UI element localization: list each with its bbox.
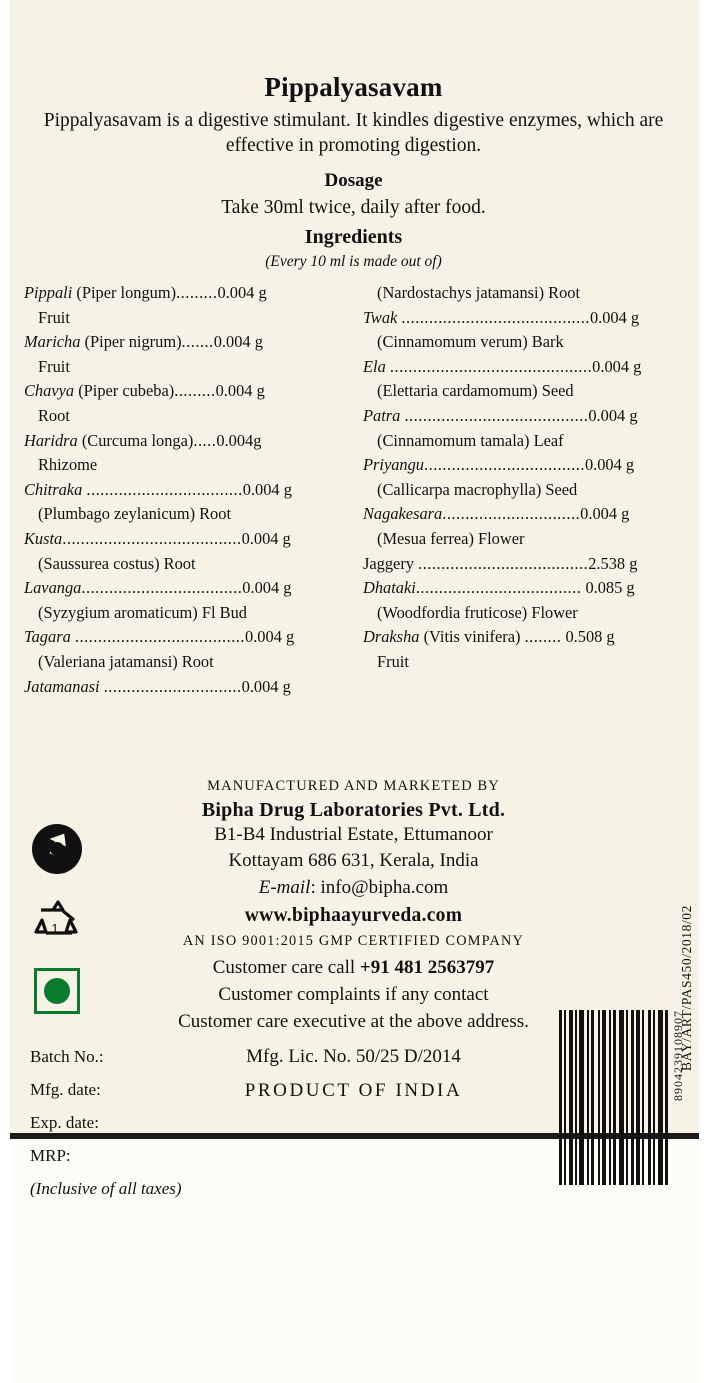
- ingredient-part: Fruit: [38, 307, 70, 327]
- ingredient-qty: 0.508 g: [565, 627, 615, 647]
- ingredient-row: [24, 379, 345, 428]
- customer-care-line: [0, 954, 707, 981]
- ingredient-part: (Cinnamomum tamala) Leaf: [377, 430, 564, 450]
- ingredient-dots: ..............................: [442, 504, 581, 524]
- barcode: [559, 1010, 685, 1210]
- ingredient-part: Fruit: [38, 356, 70, 376]
- mrp-label: MRP:: [30, 1146, 71, 1165]
- ingredient-part: (Callicarpa macrophylla) Seed: [377, 479, 578, 499]
- ingredient-row: [24, 527, 345, 576]
- mfg-date-label: Mfg. date:: [30, 1080, 101, 1099]
- ingredient-qty: 0.004 g: [592, 356, 642, 376]
- ingredient-row: [24, 675, 345, 700]
- ingredient-row: [363, 502, 684, 551]
- ingredient-qty: 0.004 g: [241, 676, 291, 696]
- ingredient-qty: 0.004 g: [580, 504, 630, 524]
- batch-no-label: Batch No.:: [30, 1047, 104, 1066]
- ingredient-botanical: (Curcuma longa): [81, 430, 194, 450]
- product-description: Pippalyasavam is a digestive stimulant. It kindles digestive enzymes, which are effective in promoting digestion.: [43, 110, 664, 156]
- tax-note: (Inclusive of all taxes): [30, 1179, 182, 1198]
- ingredient-dots: ..................................: [86, 479, 243, 499]
- ingredient-qty: 0.004 g: [245, 627, 295, 647]
- ingredient-row: [363, 576, 684, 625]
- ingredient-row: [24, 330, 345, 379]
- ingredient-part: (Elettaria cardamomum) Seed: [377, 381, 574, 401]
- ingredient-row: [363, 453, 684, 502]
- manufacturer-name: Bipha Drug Laboratories Pvt. Ltd.: [201, 799, 506, 821]
- dosage-text: Take 30ml twice, daily after food.: [221, 197, 486, 218]
- email-value[interactable]: : info@bipha.com: [310, 877, 449, 898]
- ingredient-dots: ........................................: [404, 405, 589, 425]
- manufacturer-website[interactable]: www.biphaayurveda.com: [244, 905, 463, 926]
- ingredient-qty: 0.085 g: [585, 578, 635, 598]
- ingredient-row: [363, 625, 684, 674]
- iso-certification: AN ISO 9001:2015 GMP CERTIFIED COMPANY: [182, 933, 525, 949]
- barcode-bars: [559, 1010, 668, 1185]
- manufactured-by-label: MANUFACTURED AND MARKETED BY: [207, 778, 500, 794]
- ingredient-qty: 0.004 g: [242, 578, 292, 598]
- dosage-heading: Dosage: [324, 170, 383, 191]
- ingredient-botanical: (Piper cubeba): [78, 381, 175, 401]
- ingredient-part: (Nardostachys jatamansi) Root: [377, 283, 581, 302]
- ingredient-dots: .....: [193, 430, 217, 450]
- ingredient-qty: 0.004 g: [589, 307, 640, 327]
- svg-text:1: 1: [51, 921, 59, 936]
- ingredients-column-left: [24, 281, 345, 699]
- ingredient-part: (Valeriana jatamansi) Root: [38, 651, 214, 671]
- ingredient-row: [363, 281, 684, 306]
- ingredient-name: Chitraka: [24, 479, 83, 499]
- manufacturer-address-line2: Kottayam 686 631, Kerala, India: [228, 850, 479, 871]
- ingredient-dots: .....................................: [418, 553, 589, 573]
- ingredient-part: (Syzygium aromaticum) Fl Bud: [38, 602, 247, 622]
- complaints-line1: Customer complaints if any contact: [218, 984, 489, 1005]
- ingredients-note: (Every 10 ml is made out of): [265, 253, 442, 270]
- manufacturer-address-line1: B1-B4 Industrial Estate, Ettumanoor: [214, 824, 493, 845]
- ingredient-name: Nagakesara: [363, 504, 443, 524]
- ingredient-part: (Woodfordia fruticose) Flower: [377, 602, 578, 622]
- ingredient-name: Tagara: [24, 627, 71, 647]
- ingredient-qty: 0.004 g: [241, 528, 291, 548]
- complaints-line2: Customer care executive at the above address.: [178, 1011, 529, 1032]
- ingredient-name: Patra: [363, 405, 401, 425]
- ingredient-row: [24, 576, 345, 625]
- ingredient-dots: ............................................: [389, 356, 593, 376]
- ingredient-name: Jaggery: [363, 553, 414, 573]
- ingredient-name: Chavya: [24, 381, 75, 401]
- ingredient-name: Draksha: [363, 627, 420, 647]
- ingredient-name: Dhataki: [363, 578, 416, 598]
- ingredient-name: Maricha: [24, 332, 81, 352]
- ingredient-row: [363, 552, 684, 577]
- ingredient-name: Jatamanasi: [24, 676, 100, 696]
- ingredient-row: [363, 404, 684, 453]
- ingredient-dots: .......................................: [62, 528, 242, 548]
- ingredient-row: [363, 306, 684, 355]
- ingredient-row: [24, 625, 345, 674]
- ingredient-name: Twak: [363, 307, 398, 327]
- ingredient-part: Fruit: [377, 651, 409, 671]
- ingredient-dots: .....................................: [74, 627, 246, 647]
- ingredient-botanical: (Piper nigrum): [84, 332, 182, 352]
- ingredients-columns: [24, 281, 684, 699]
- ingredient-dots: ...................................: [81, 578, 243, 598]
- artwork-code: BAY/ART/PAS450/2018/02: [679, 905, 694, 1071]
- ingredient-dots: ........: [524, 627, 562, 647]
- ingredient-name: Lavanga: [24, 578, 82, 598]
- ingredient-qty: 0.004 g: [213, 332, 263, 352]
- ingredient-botanical: (Piper longum): [76, 283, 177, 302]
- ingredient-qty: 2.538 g: [588, 553, 638, 573]
- ingredient-name: Pippali: [24, 283, 73, 302]
- product-of-india: PRODUCT OF INDIA: [244, 1080, 463, 1101]
- ingredient-dots: .........: [176, 283, 218, 302]
- ingredients-column-right: [363, 281, 684, 699]
- manufacturer-email: [0, 874, 707, 901]
- ingredient-row: [24, 478, 345, 527]
- barcode-number: 8904239108907: [671, 1010, 685, 1101]
- ingredient-dots: .........................................: [401, 307, 590, 327]
- batch-fields: [30, 1040, 360, 1205]
- ingredient-botanical: (Vitis vinifera): [423, 627, 521, 647]
- ingredient-qty: 0.004 g: [217, 283, 267, 302]
- ingredient-dots: ..............................: [103, 676, 242, 696]
- ingredient-name: Haridra: [24, 430, 78, 450]
- product-title: Pippalyasavam: [264, 72, 443, 102]
- ingredient-qty: 0.004 g: [242, 479, 292, 499]
- ingredient-qty: 0.004 g: [588, 405, 638, 425]
- ingredient-row: [363, 355, 684, 404]
- ingredient-dots: ....................................: [415, 578, 582, 598]
- ingredient-row: [24, 429, 345, 478]
- ingredient-dots: .........: [174, 381, 216, 401]
- ingredient-part: (Plumbago zeylanicum) Root: [38, 504, 232, 524]
- ingredient-row: [24, 281, 345, 330]
- ingredient-name: Kusta: [24, 528, 63, 548]
- exp-date-label: Exp. date:: [30, 1113, 99, 1132]
- ingredient-part: (Saussurea costus) Root: [38, 553, 196, 573]
- ingredient-name: Ela: [363, 356, 386, 376]
- ingredient-dots: ...................................: [424, 455, 585, 475]
- ingredient-qty: 0.004 g: [215, 381, 265, 401]
- ingredient-part: Root: [38, 405, 70, 425]
- email-label: E-mail: [258, 877, 311, 898]
- customer-care-label: Customer care call: [212, 957, 360, 978]
- ingredient-part: (Cinnamomum verum) Bark: [377, 332, 564, 352]
- ingredient-part: (Mesua ferrea) Flower: [377, 528, 525, 548]
- ingredient-name: Priyangu: [363, 455, 425, 475]
- ingredients-heading: Ingredients: [304, 226, 403, 248]
- ingredient-qty: 0.004 g: [584, 455, 635, 475]
- ingredient-qty: 0.004g: [216, 430, 262, 450]
- ingredient-part: Rhizome: [38, 455, 98, 475]
- license-number: Mfg. Lic. No. 50/25 D/2014: [246, 1046, 461, 1067]
- customer-care-number[interactable]: +91 481 2563797: [359, 957, 495, 978]
- ingredient-dots: .......: [181, 332, 214, 352]
